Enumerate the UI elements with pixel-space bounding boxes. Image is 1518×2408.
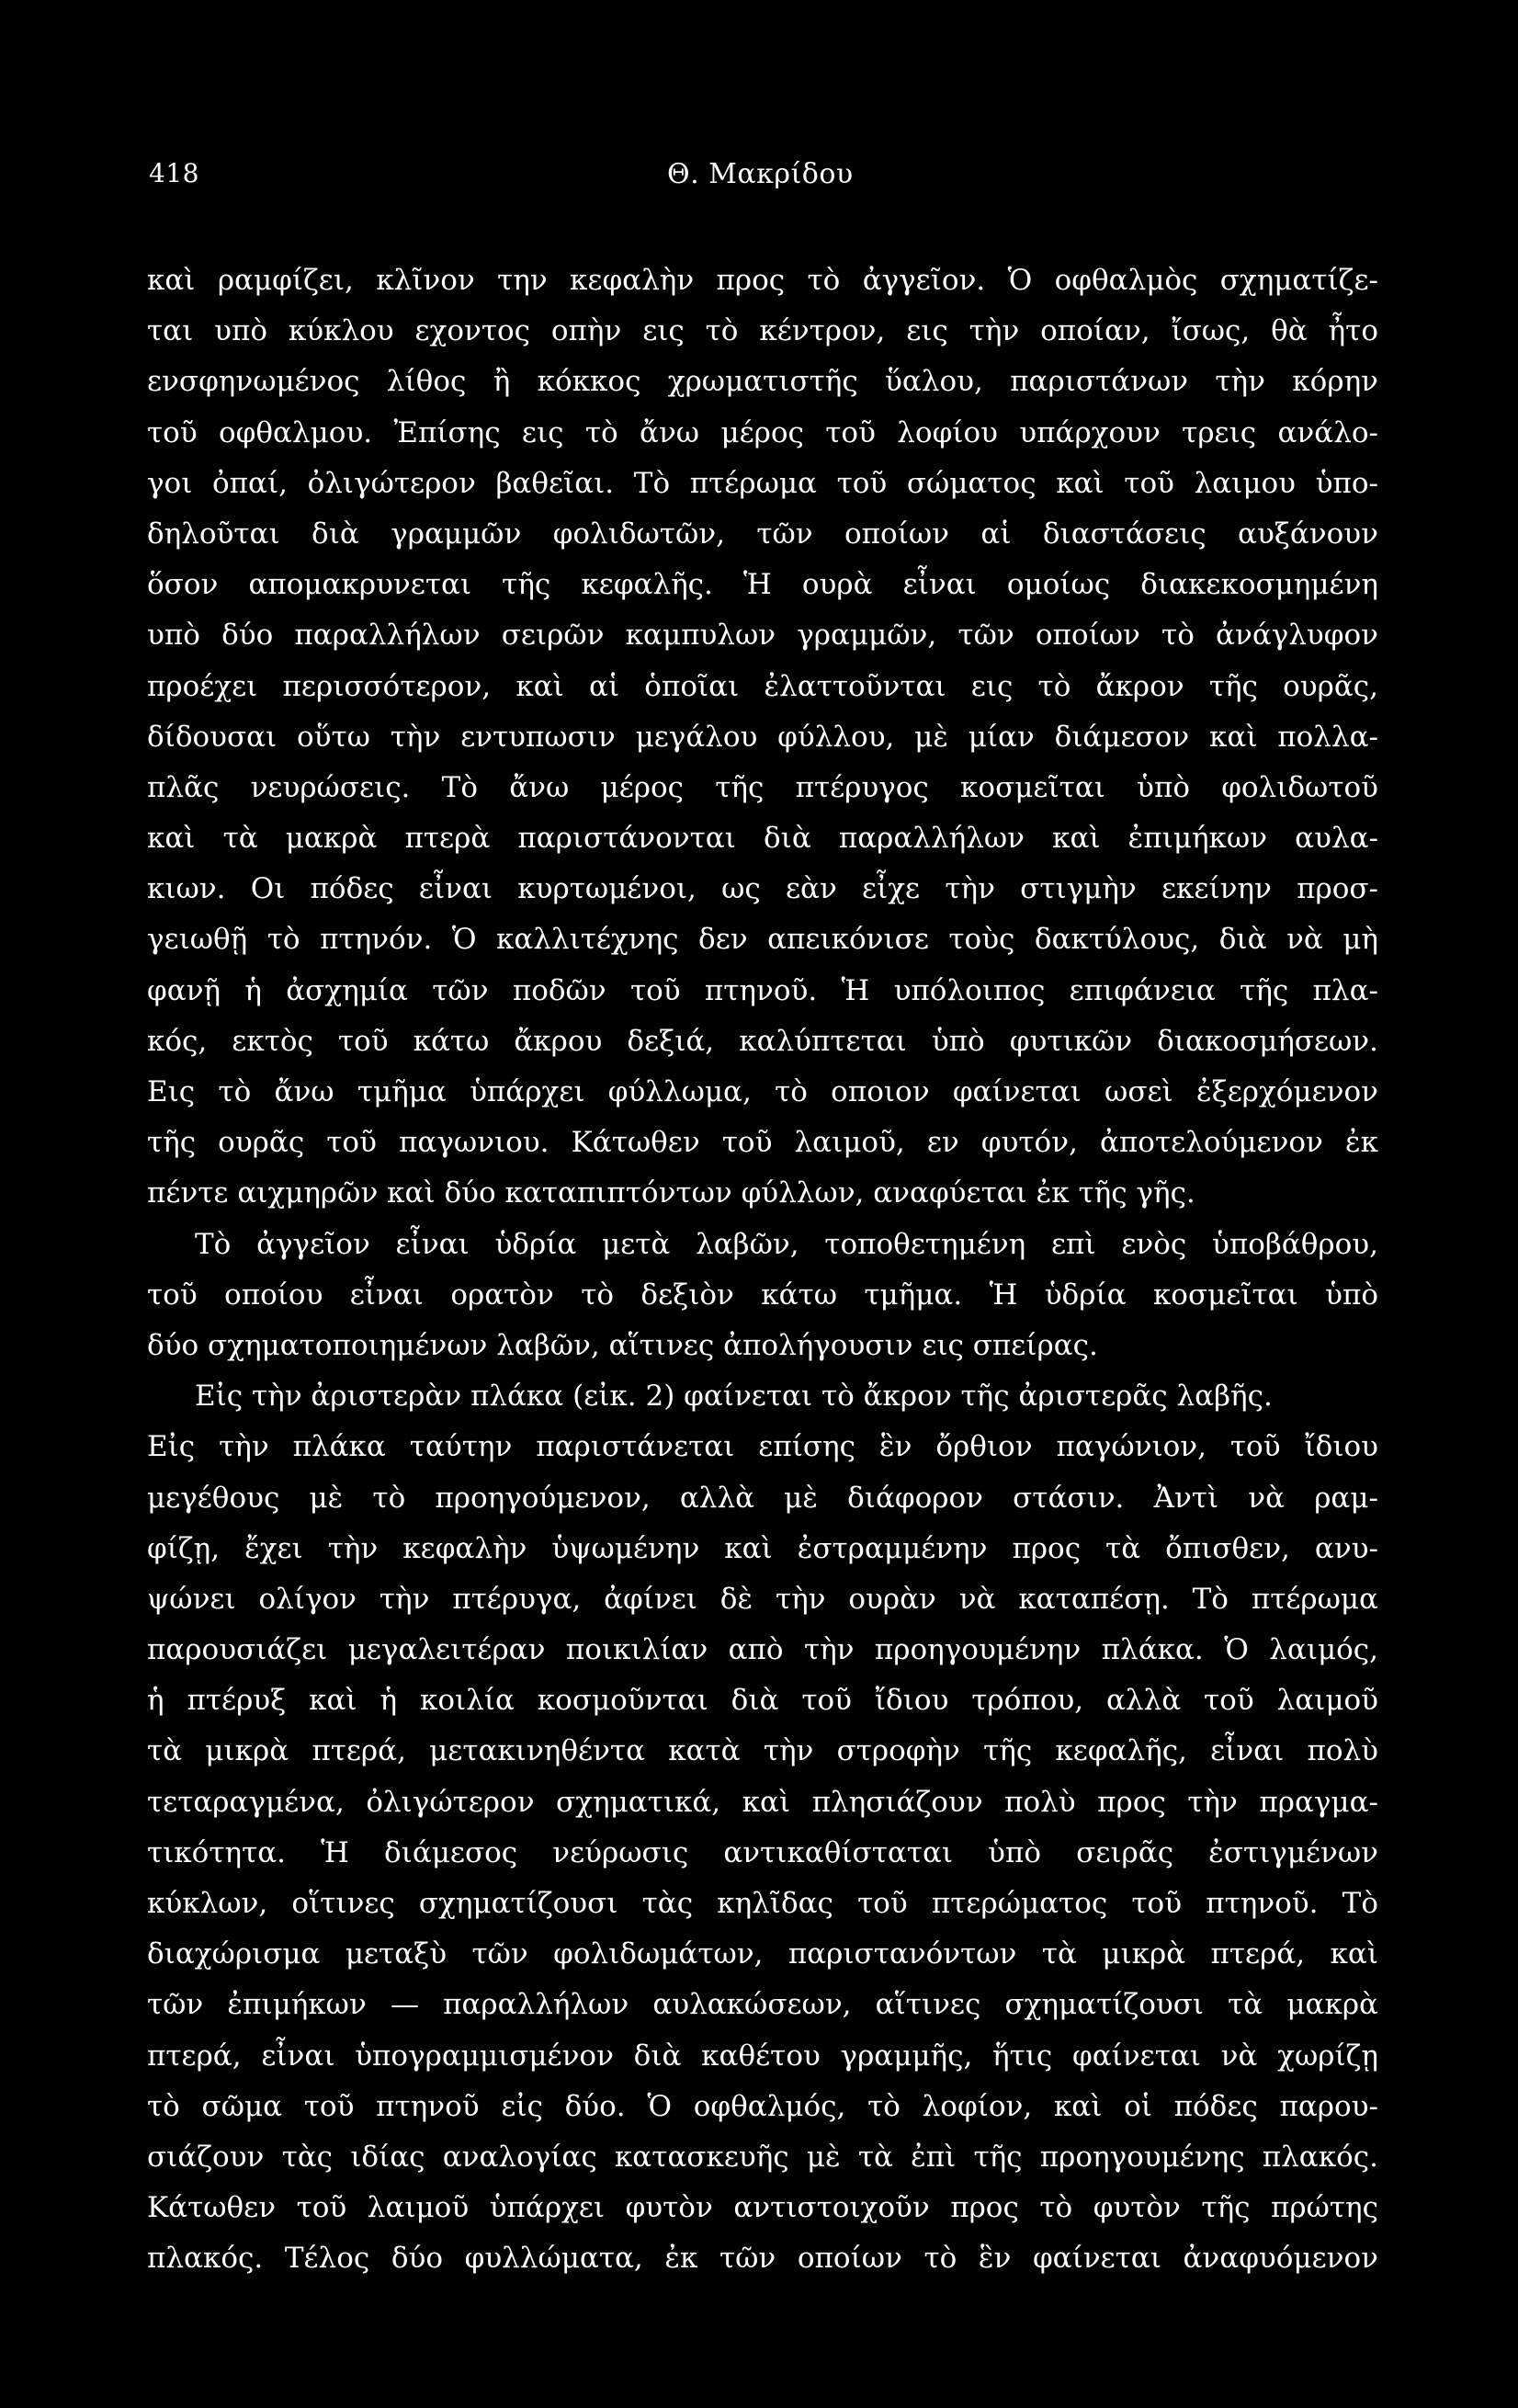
text-line: φίζῃ, ἔχει τὴν κεφαλὴν ὑψωμένην καὶ ἐστραμμένην προς τὰ ὄπισθεν, ανυ- [147,1531,1378,1565]
text-line: Εις τὸ ἄνω τμῆμα ὑπάρχει φύλλωμα, τὸ οποιον φαίνεται ωσεὶ ἐξερχόμενον [147,1075,1378,1108]
text-line: δίδουσαι οὕτω τὴν εντυπωσιν μεγάλου φύλλου, μὲ μίαν διάμεσον καὶ πολλα- [147,720,1378,754]
text-line: ἡ πτέρυξ καὶ ἡ κοιλία κοσμοῦνται διὰ τοῦ ἴδιου τρόπου, αλλὰ τοῦ λαιμοῦ [147,1684,1378,1718]
text-line: τοῦ οποίου εἶναι ορατὸν τὸ δεξιὸν κάτω τμῆμα. Ἡ ὑδρία κοσμεῖται ὑπὸ [147,1278,1378,1312]
text-line: ψώνει ολίγον τὴν πτέρυγα, ἀφίνει δὲ τὴν ουρὰν νὰ καταπέσῃ. Τὸ πτέρωμα [147,1582,1378,1616]
text-line: φανῇ ἡ ἀσχημία τῶν ποδῶν τοῦ πτηνοῦ. Ἡ υπόλοιπος επιφάνεια τῆς πλα- [147,973,1378,1007]
text-line: ὅσον απομακρυνεται τῆς κεφαλῆς. Ἡ ουρὰ εἶναι ομοίως διακεκοσμημένη [147,568,1378,602]
text-line: τὰ μικρὰ πτερά, μετακινηθέντα κατὰ τὴν στροφὴν τῆς κεφαλῆς, εἶναι πολὺ [147,1734,1378,1768]
paragraph-start-line: Τὸ ἀγγεῖον εἶναι ὑδρία μετὰ λαβῶν, τοποθετημένη επὶ ενὸς ὑποβάθρου, [195,1227,1378,1261]
page-header [147,158,1378,195]
text-line: ται υπὸ κύκλου εχοντος οπὴν εις τὸ κέντρον, εις τὴν οποίαν, ἴσως, θὰ ἦτο [147,314,1378,348]
text-line: τοῦ οφθαλμου. Ἐπίσης εις τὸ ἄνω μέρος τοῦ λοφίου υπάρχουν τρεις ανάλο- [147,415,1378,449]
text-line: σιάζουν τὰς ιδίας αναλογίας κατασκευῆς μὲ τὰ ἐπὶ τῆς προηγουμένης πλακός. [147,2140,1378,2174]
text-line: προέχει περισσότερον, καὶ αἱ ὁποῖαι ἐλαττοῦνται εις τὸ ἄκρον τῆς ουρᾶς, [147,669,1378,703]
text-line: Εἰς τὴν πλάκα ταύτην παριστάνεται επίσης ἓν ὄρθιον παγώνιον, τοῦ ἴδιου [147,1430,1378,1464]
text-line: πτερά, εἶναι ὑπογραμμισμένον διὰ καθέτου γραμμῆς, ἥτις φαίνεται νὰ χωρίζῃ [147,2039,1378,2073]
text-line: πλᾶς νευρώσεις. Τὸ ἄνω μέρος τῆς πτέρυγος κοσμεῖται ὑπὸ φολιδωτοῦ [147,770,1378,804]
text-line: τῶν ἐπιμήκων — παραλλήλων αυλακώσεων, αἵτινες σχηματίζουσι τὰ μακρὰ [147,1988,1378,2022]
paragraph-start-line: Εἰς τὴν ἀριστερὰν πλάκα (εἰκ. 2) φαίνεται τὸ ἄκρον τῆς ἀριστερᾶς λαβῆς. [195,1380,1273,1414]
text-line: κός, εκτὸς τοῦ κάτω ἄκρου δεξιά, καλύπτεται ὑπὸ φυτικῶν διακοσμήσεων. [147,1024,1378,1058]
text-line: τεταραγμένα, ὀλιγώτερον σχηματικά, καὶ πλησιάζουν πολὺ προς τὴν πραγμα- [147,1785,1378,1819]
text-line: υπὸ δύο παραλλήλων σειρῶν καμπυλων γραμμῶν, τῶν οποίων τὸ ἀνάγλυφον [147,619,1378,653]
text-line: γειωθῇ τὸ πτηνόν. Ὁ καλλιτέχνης δεν απεικόνισε τοὺς δακτύλους, διὰ νὰ μὴ [147,923,1378,957]
text-line: τὸ σῶμα τοῦ πτηνοῦ εἰς δύο. Ὁ οφθαλμός, τὸ λοφίον, καὶ οἱ πόδες παρου- [147,2089,1378,2123]
text-line: κύκλων, οἵτινες σχηματίζουσι τὰς κηλῖδας τοῦ πτερώματος τοῦ πτηνοῦ. Τὸ [147,1887,1378,1920]
text-line: κιων. Οι πόδες εἶναι κυρτωμένοι, ως εὰν εἶχε τὴν στιγμὴν εκείνην προσ- [147,872,1378,906]
text-line: γοι ὀπαί, ὀλιγώτερον βαθεῖαι. Τὸ πτέρωμα τοῦ σώματος καὶ τοῦ λαιμου ὑπο- [147,466,1378,500]
text-line: τῆς ουρᾶς τοῦ παγωνιου. Κάτωθεν τοῦ λαιμοῦ, εν φυτόν, ἀποτελούμενον ἐκ [147,1126,1378,1160]
text-line: ενσφηνωμένος λίθος ἢ κόκκος χρωματιστῆς ὕαλου, παριστάνων τὴν κόρην [147,365,1378,399]
text-line: καὶ τὰ μακρὰ πτερὰ παριστάνονται διὰ παραλλήλων καὶ ἐπιμήκων αυλα- [147,822,1378,856]
text-line: καὶ ραμφίζει, κλῖνον την κεφαλὴν προς τὸ ἀγγεῖον. Ὁ οφθαλμὸς σχηματίζε- [147,264,1378,297]
text-line: μεγέθους μὲ τὸ προηγούμενον, αλλὰ μὲ διάφορον στάσιν. Ἀντὶ νὰ ραμ- [147,1481,1378,1515]
body-text [147,256,1378,2285]
text-line: παρουσιάζει μεγαλειτέραν ποικιλίαν απὸ τὴν προηγουμένην πλάκα. Ὁ λαιμός, [147,1633,1378,1667]
text-line: Κάτωθεν τοῦ λαιμοῦ ὑπάρχει φυτὸν αντιστοιχοῦν προς τὸ φυτὸν τῆς πρώτης [147,2191,1378,2225]
text-line: πέντε αιχμηρῶν καὶ δύο καταπιπτόντων φύλλων, αναφύεται ἐκ τῆς γῆς. [147,1176,1195,1210]
text-line: δύο σχηματοποιημένων λαβῶν, αἵτινες ἀπολήγουσιν εις σπείρας. [147,1328,1098,1362]
running-head: Θ. Μακρίδου [667,158,854,190]
text-line: τικότητα. Ἡ διάμεσος νεύρωσις αντικαθίσταται ὑπὸ σειρᾶς ἐστιγμένων [147,1835,1378,1869]
text-line: πλακός. Τέλος δύο φυλλώματα, ἐκ τῶν οποίων τὸ ἓν φαίνεται ἀναφυόμενον [147,2242,1378,2276]
text-line: διαχώρισμα μεταξὺ τῶν φολιδωμάτων, παριστανόντων τὰ μικρὰ πτερά, καὶ [147,1937,1378,1971]
text-line: δηλοῦται διὰ γραμμῶν φολιδωτῶν, τῶν οποίων αἱ διαστάσεις αυξάνουν [147,517,1378,551]
page-number: 418 [149,158,199,188]
